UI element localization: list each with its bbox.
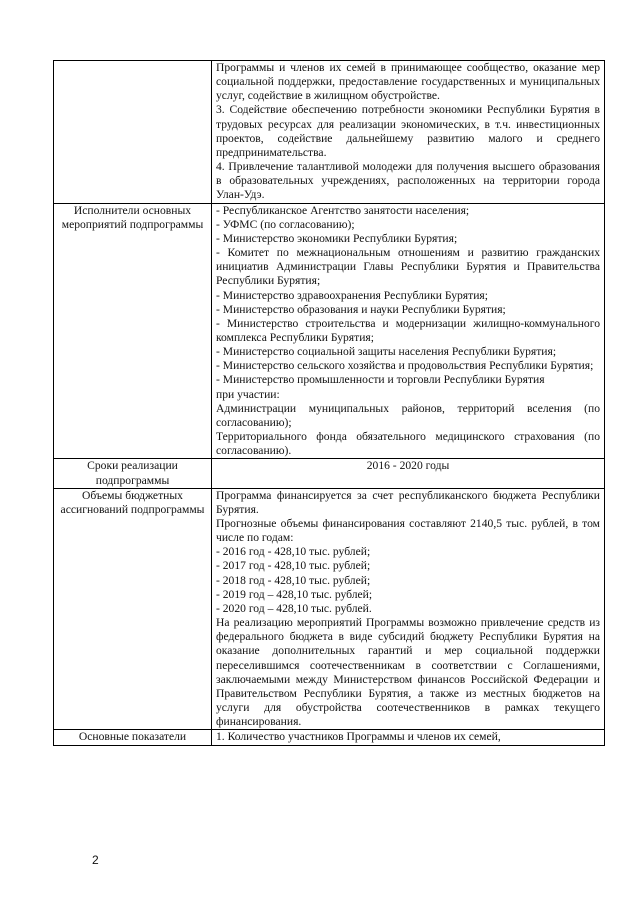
- budget-year-item: - 2020 год – 428,10 тыс. рублей.: [216, 601, 372, 615]
- terms-label-cell: Сроки реализации подпрограммы: [54, 459, 212, 488]
- executor-item: - Министерство образования и науки Республики Бурятия;: [216, 302, 506, 316]
- executor-item: - УФМС (по согласованию);: [216, 217, 355, 231]
- budget-paragraph: Прогнозные объемы финансирования составляют 2140,5 тыс. рублей, в том числе по годам:: [216, 517, 600, 545]
- table-row-budget: [54, 488, 605, 730]
- goals-label-cell: [54, 61, 212, 204]
- executor-item: - Министерство сельского хозяйства и продовольствия Республики Бурятия;: [216, 359, 594, 373]
- executor-item: - Министерство социальной защиты населения Республики Бурятия;: [216, 345, 557, 359]
- budget-year-item: - 2018 год - 428,10 тыс. рублей;: [216, 573, 371, 587]
- budget-year-item: - 2016 год - 428,10 тыс. рублей;: [216, 545, 371, 559]
- indicators-label: Основные показатели: [78, 730, 187, 744]
- terms-value-cell: 2016 - 2020 годы: [212, 459, 605, 488]
- executor-item: - Комитет по межнациональным отношениям и развитию гражданских инициатив Администрации Главы Республики Бурятия и Правительства Республики Бурятия;: [216, 246, 600, 288]
- page-number: 2: [92, 853, 99, 867]
- goals-paragraph: Программы и членов их семей в принимающее сообщество, оказание мер социальной поддержки, предоставление государственных и муниципальных услуг, содействие в жилищном обустройстве.: [216, 61, 600, 103]
- budget-year-item: - 2019 год – 428,10 тыс. рублей;: [216, 587, 373, 601]
- table-row-terms: [54, 459, 605, 488]
- table-row-executors: [54, 203, 605, 459]
- budget-label-cell: Объемы бюджетных ассигнований подпрограммы: [54, 488, 212, 730]
- executor-item: - Министерство экономики Республики Бурятия;: [216, 231, 458, 245]
- executors-label-cell: Исполнители основных мероприятий подпрограммы: [54, 203, 212, 459]
- indicators-text: 1. Количество участников Программы и членов их семей,: [216, 730, 501, 744]
- goals-paragraph: 4. Привлечение талантливой молодежи для получения высшего образования в образовательных учреждениях, расположенных на территории города Улан-Удэ.: [216, 160, 600, 202]
- table-row-goals: [54, 61, 605, 204]
- budget-content-cell: [212, 488, 605, 730]
- budget-year-item: - 2017 год - 428,10 тыс. рублей;: [216, 559, 371, 573]
- subprogram-passport-table: [53, 60, 605, 746]
- executor-item: - Министерство промышленности и торговли Республики Бурятия: [216, 373, 545, 387]
- executor-item: - Министерство строительства и модернизации жилищно-коммунального комплекса Республики Бурятия;: [216, 316, 600, 344]
- goals-paragraph: 3. Содействие обеспечению потребности экономики Республики Бурятия в трудовых ресурсах для реализации экономических, в т.ч. инвестиционных проектов, содействие дальнейшему развитию малого и среднего предпринимательства.: [216, 103, 600, 159]
- indicators-content-cell: [212, 730, 605, 746]
- executors-content-cell: [212, 203, 605, 459]
- executor-item: - Республиканское Агентство занятости населения;: [216, 203, 470, 217]
- table-row-indicators: [54, 730, 605, 746]
- goals-content-cell: [212, 61, 605, 204]
- budget-paragraph: На реализацию мероприятий Программы возможно привлечение средств из федерального бюджета в виде субсидий бюджету Республики Бурятия на оказание дополнительных гарантий и мер социальной поддержки переселившимся соотечественникам в соответствии с Соглашениями, заключаемыми между Министерством финансов Российской Федерации и Правительством Республики Бурятия, а также из местных бюджетов на услуги для обустройства соотечественников в рамках текущего финансирования.: [216, 616, 600, 729]
- budget-paragraph: Программа финансируется за счет республиканского бюджета Республики Бурятия.: [216, 488, 600, 516]
- executor-item: при участии:: [216, 387, 280, 401]
- executor-item: Администрации муниципальных районов, территорий вселения (по согласованию);: [216, 401, 600, 429]
- indicators-label-cell: [54, 730, 212, 746]
- executor-item: - Министерство здравоохранения Республики Бурятия;: [216, 288, 488, 302]
- executor-item: Территориального фонда обязательного медицинского страхования (по согласованию).: [216, 430, 600, 458]
